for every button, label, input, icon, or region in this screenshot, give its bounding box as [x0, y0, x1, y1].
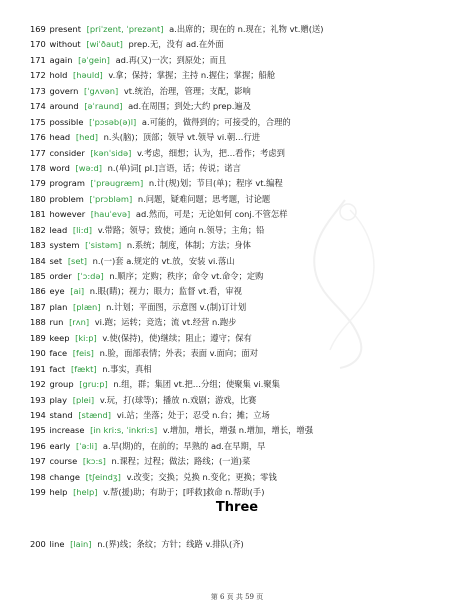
- entry-definition: v.使(保持)，使)继续；阻止；遵守；保有: [102, 332, 252, 343]
- vocab-entry: [30, 84, 460, 99]
- entry-definition: v.改变；交换；兑换 n.变化；更换；零钱: [126, 471, 277, 482]
- entry-number: 198: [30, 471, 46, 482]
- vocab-entry: [30, 254, 460, 269]
- entry-number: 190: [30, 348, 46, 359]
- vocab-entry: [30, 377, 460, 392]
- entry-number: 172: [30, 70, 46, 81]
- entry-word: without: [49, 39, 81, 50]
- entry-word: around: [49, 101, 79, 112]
- vocab-entry: [30, 223, 460, 238]
- entry-word: plan: [49, 301, 68, 312]
- entry-definition: vi.跑；运转；竞选；流 vt.经营 n.跑步: [94, 317, 237, 328]
- entry-word: line: [49, 539, 65, 549]
- entry-definition: ad.然而，可是；无论如何 conj.不管怎样: [135, 209, 288, 220]
- entry-phonetic: [li:d]: [72, 224, 93, 235]
- entry-number: 179: [30, 178, 46, 189]
- entry-number: 177: [30, 147, 46, 158]
- entry-number: 171: [30, 54, 46, 65]
- entry-definition: a.出席的；现在的 n.现在；礼物 vt.赠(送): [169, 24, 324, 34]
- entry-definition: n.(界)线；条纹；方针；线路 v.排队(齐): [97, 539, 244, 549]
- entry-word: head: [49, 132, 71, 143]
- entry-phonetic: [plæn]: [73, 301, 101, 312]
- entry-phonetic: [əˈraund]: [84, 101, 123, 112]
- section-title: Three: [215, 500, 259, 515]
- vocab-entry: [30, 130, 460, 145]
- entry-word: govern: [49, 85, 79, 96]
- entry-definition: v.帮(援)助；有助于；[呼救]救命 n.帮助(手): [103, 487, 265, 498]
- entry-word: help: [49, 487, 68, 498]
- entry-word: again: [49, 54, 73, 65]
- entry-word: stand: [49, 409, 73, 420]
- entry-phonetic: [ki:p]: [75, 332, 97, 343]
- entry-phonetic: [ˈɔ:də]: [77, 271, 104, 281]
- vocab-entry: [30, 207, 460, 222]
- vocabulary-list: [30, 22, 460, 501]
- entry-definition: n.(一)套 a.规定的 vt.放，安装 vi.落山: [92, 255, 235, 266]
- entry-number: 200: [30, 539, 46, 549]
- entry-definition: v.玩，打(球等)；播放 n.戏剧；游戏，比赛: [99, 394, 257, 405]
- vocab-entry: [30, 192, 460, 207]
- vocab-entry: [30, 284, 460, 299]
- entry-definition: n.顺序；定购；秩序；命令 vt.命令；定购: [109, 271, 264, 281]
- entry-word: program: [49, 178, 85, 189]
- entry-phonetic: [kənˈsidə]: [90, 147, 132, 158]
- entry-phonetic: [hauˈevə]: [90, 209, 131, 220]
- entry-phonetic: [hed]: [75, 132, 98, 143]
- entry-word: however: [49, 209, 86, 220]
- entry-word: course: [49, 456, 78, 467]
- entry-phonetic: [gru:p]: [79, 379, 108, 390]
- entry-phonetic: [rʌn]: [69, 317, 90, 328]
- entry-definition: n.系统；制度，体制；方法；身体: [126, 240, 251, 251]
- entry-phonetic: [ˈpɔsəb(ə)l]: [89, 116, 137, 127]
- entry-definition: prep.无，没有 ad.在外面: [128, 39, 224, 50]
- entry-definition: n.课程；过程；做法；路线；(一道)菜: [111, 456, 251, 467]
- entry-number: 195: [30, 425, 46, 436]
- entry-number: 178: [30, 162, 46, 173]
- entry-word: set: [49, 255, 63, 266]
- vocab-entry: [30, 537, 460, 552]
- vocab-entry: [30, 53, 460, 68]
- vocab-entry: [30, 423, 460, 438]
- entry-word: keep: [49, 332, 70, 343]
- entry-phonetic: [tʃeindʒ]: [85, 471, 121, 482]
- vocab-entry: [30, 99, 460, 114]
- entry-definition: n.计划；平面图，示意图 v.(制)订计划: [106, 301, 247, 312]
- entry-word: order: [49, 271, 72, 281]
- entry-definition: n.眼(睛)；视力；眼力；监督 vt.看，审视: [89, 286, 243, 297]
- entry-phonetic: [help]: [73, 487, 98, 498]
- entry-definition: vi.站；坐落；处于；忍受 n.台；摊；立场: [116, 409, 270, 420]
- entry-definition: ad.再(又)一次；到原处；而且: [115, 54, 227, 65]
- entry-definition: v.考虑，细想；认为，把…看作；考虑到: [137, 147, 285, 158]
- entry-word: increase: [49, 425, 85, 436]
- vocab-entry: [30, 176, 460, 191]
- entry-word: early: [49, 440, 71, 451]
- entry-definition: n.(单)词[ pl.]言语，话；传说；诺言: [107, 162, 241, 173]
- entry-number: 196: [30, 440, 46, 451]
- vocab-entry: [30, 315, 460, 330]
- entry-number: 192: [30, 379, 46, 390]
- entry-number: 170: [30, 39, 46, 50]
- entry-phonetic: [ˈprɔbləm]: [89, 193, 133, 204]
- entry-phonetic: [priˈzent, ˈprezənt]: [86, 24, 164, 34]
- entry-number: 169: [30, 24, 46, 34]
- entry-definition: v.增加，增长，增强 n.增加，增长，增强: [162, 425, 314, 436]
- entry-number: 194: [30, 409, 46, 420]
- entry-word: problem: [49, 193, 84, 204]
- entry-number: 176: [30, 132, 46, 143]
- entry-phonetic: [plei]: [72, 394, 95, 405]
- entry-phonetic: [ˈgʌvən]: [84, 85, 119, 96]
- entry-definition: v.拿；保持；掌握；主持 n.握住；掌握；船舱: [108, 70, 276, 81]
- entry-phonetic: [feis]: [72, 348, 94, 359]
- vocab-entry: [30, 331, 460, 346]
- entry-definition: n.事实，真相: [102, 363, 152, 374]
- vocab-entry: [30, 161, 460, 176]
- entry-phonetic: [wə:d]: [75, 162, 102, 173]
- entry-phonetic: [ˈprəugræm]: [90, 178, 144, 189]
- entry-number: 180: [30, 193, 46, 204]
- entry-word: consider: [49, 147, 85, 158]
- entry-phonetic: [ˈsistəm]: [85, 240, 122, 251]
- entry-definition: n.组，群；集团 vt.把…分组；使聚集 vi.聚集: [113, 379, 280, 390]
- vocab-entry: [30, 269, 460, 284]
- entry-number: 191: [30, 363, 46, 374]
- entry-definition: a.可能的，做得到的；可接受的，合理的: [141, 116, 291, 127]
- entry-phonetic: [əˈgein]: [78, 54, 110, 65]
- entry-phonetic: [ˈə:li]: [75, 440, 98, 451]
- entry-phonetic: [in kri:s, ˈinkri:s]: [90, 425, 158, 436]
- vocab-entry: [30, 37, 460, 52]
- vocab-entry: [30, 146, 460, 161]
- vocab-entry: [30, 470, 460, 485]
- entry-number: 188: [30, 317, 46, 328]
- entry-definition: n.头(脑)；顶部；领导 vt.领导 vi.朝…行进: [103, 132, 261, 143]
- entry-word: word: [49, 162, 70, 173]
- vocab-entry: [30, 115, 460, 130]
- entry-word: eye: [49, 286, 65, 297]
- entry-number: 174: [30, 101, 46, 112]
- entry-word: system: [49, 240, 80, 251]
- vocab-entry: [30, 408, 460, 423]
- entry-number: 193: [30, 394, 46, 405]
- entry-word: hold: [49, 70, 68, 81]
- vocab-entry: [30, 300, 460, 315]
- page-footer: 第 6 页 共 59 页: [210, 593, 264, 601]
- vocab-entry: [30, 485, 460, 500]
- entry-word: change: [49, 471, 81, 482]
- entry-number: 189: [30, 332, 46, 343]
- entry-word: group: [49, 379, 74, 390]
- vocab-entry: [30, 22, 460, 37]
- entry-number: 181: [30, 209, 46, 220]
- entry-number: 175: [30, 116, 46, 127]
- entry-number: 199: [30, 487, 46, 498]
- vocab-entry: [30, 454, 460, 469]
- vocab-entry: [30, 238, 460, 253]
- vocab-entry: [30, 439, 460, 454]
- entry-definition: ad.在周围；到处;大约 prep.遍及: [128, 101, 251, 112]
- entry-number: 173: [30, 85, 46, 96]
- entry-number: 197: [30, 456, 46, 467]
- entry-definition: n.问题，疑难问题；思考题，讨论题: [137, 193, 271, 204]
- entry-phonetic: [kɔ:s]: [82, 456, 106, 467]
- entry-number: 186: [30, 286, 46, 297]
- entry-word: lead: [49, 224, 68, 235]
- vocab-entry: [30, 346, 460, 361]
- entry-phonetic: [set]: [67, 255, 87, 266]
- vocab-entry: [30, 68, 460, 83]
- entry-number: 183: [30, 240, 46, 251]
- entry-definition: n.计(规)划；节目(单)；程序 vt.编程: [148, 178, 283, 189]
- entry-phonetic: [stænd]: [78, 409, 112, 420]
- entry-definition: vt.统治，治理，管理；支配，影响: [123, 85, 251, 96]
- entry-number: 187: [30, 301, 46, 312]
- entry-word: play: [49, 394, 68, 405]
- entry-phonetic: [lain]: [70, 539, 92, 549]
- vocab-entry: [30, 393, 460, 408]
- vocab-entry: [30, 362, 460, 377]
- entry-word: possible: [49, 116, 84, 127]
- vocabulary-list-2: [30, 537, 460, 552]
- entry-number: 185: [30, 271, 46, 281]
- entry-definition: a.早(期)的，在前的；早熟的 ad.在早期，早: [102, 440, 266, 451]
- entry-definition: v.带路；领导；致使；通向 n.领导；主角；铅: [97, 224, 265, 235]
- entry-number: 184: [30, 255, 46, 266]
- entry-definition: n.脸，面部表情；外表；表面 v.面向；面对: [99, 348, 259, 359]
- entry-phonetic: [həuld]: [73, 70, 103, 81]
- entry-phonetic: [fækt]: [70, 363, 97, 374]
- entry-word: fact: [49, 363, 66, 374]
- entry-word: present: [49, 24, 82, 34]
- entry-word: run: [49, 317, 64, 328]
- entry-word: face: [49, 348, 68, 359]
- entry-phonetic: [ai]: [70, 286, 85, 297]
- entry-number: 182: [30, 224, 46, 235]
- entry-phonetic: [wiˈðaut]: [86, 39, 123, 50]
